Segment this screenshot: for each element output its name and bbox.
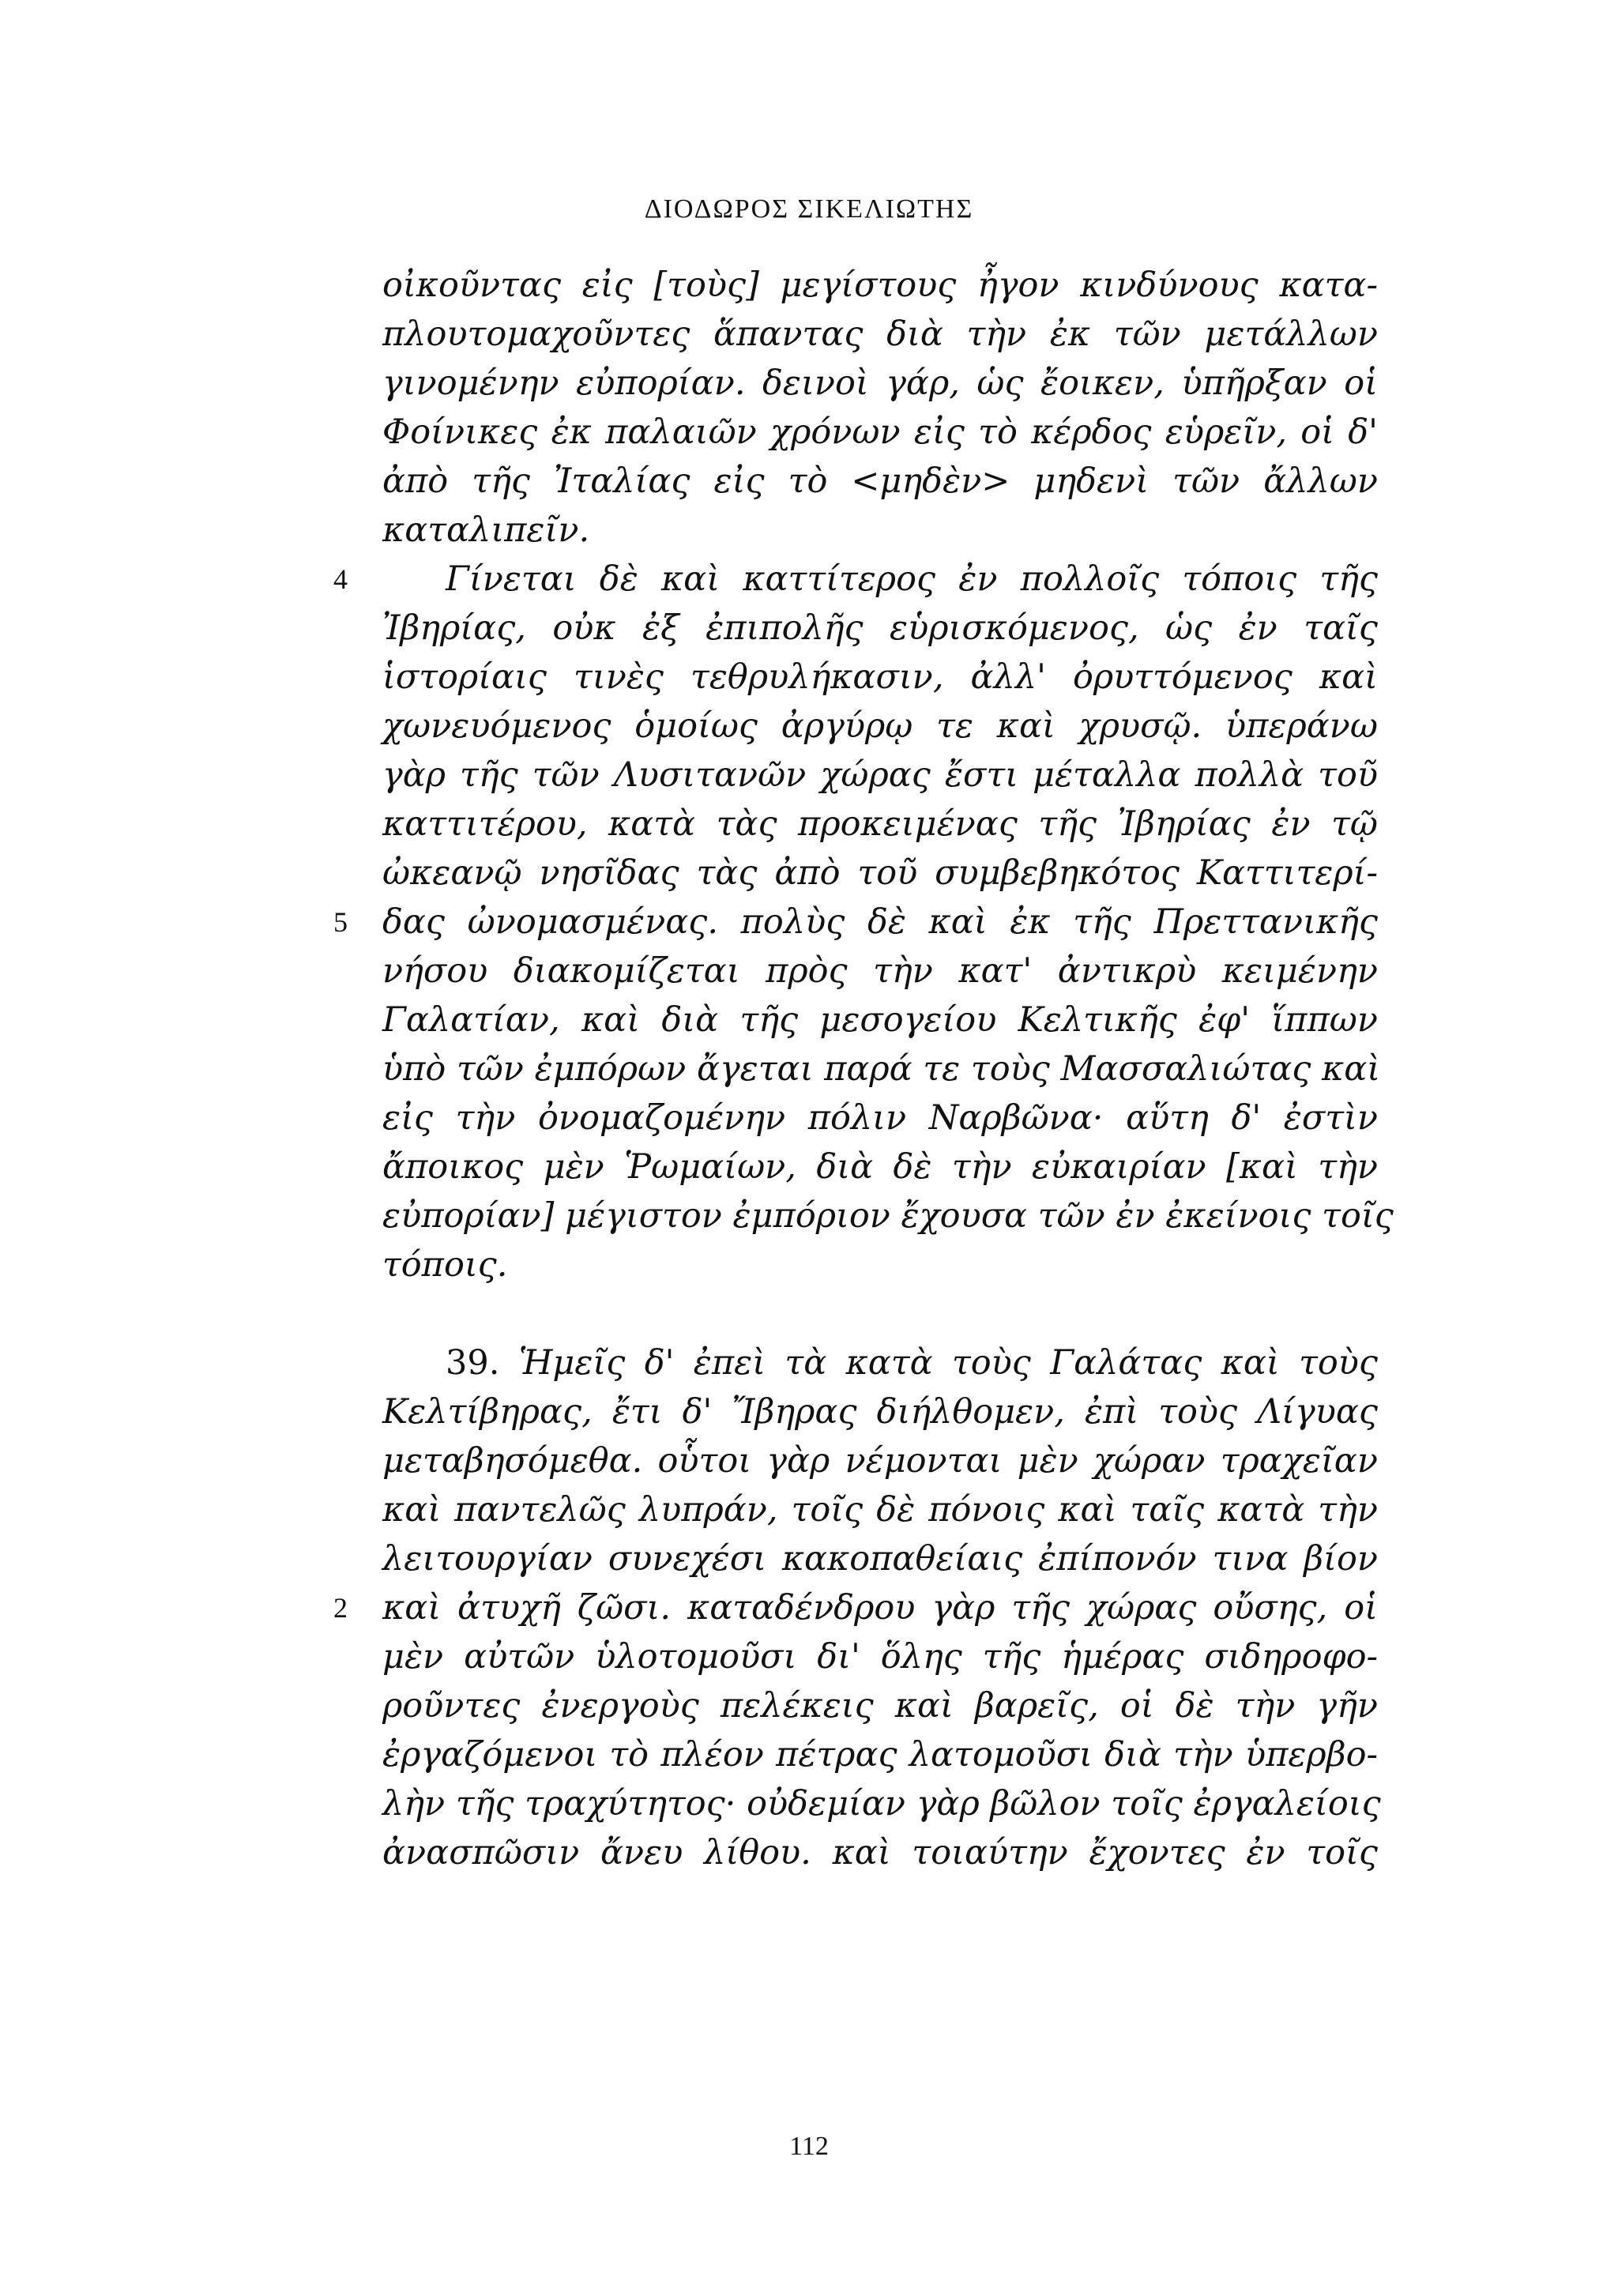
- text-line: ἄποικος μὲν Ῥωμαίων, διὰ δὲ τὴν εὐκαιρίαν [καὶ τὴν: [382, 1147, 1378, 1187]
- text-line: καὶ παντελῶς λυπράν, τοῖς δὲ πόνοις καὶ ταῖς κατὰ τὴν: [382, 1490, 1378, 1530]
- text-line: λὴν τῆς τραχύτητος· οὐδεμίαν γὰρ βῶλον τοῖς ἐργαλείοις: [382, 1784, 1381, 1824]
- text-line: Κελτίβηρας, ἔτι δ' Ἴβηρας διήλθομεν, ἐπὶ τοὺς Λίγυας: [382, 1392, 1378, 1432]
- text-line: εἰς τὴν ὀνομαζομένην πόλιν Ναρβῶνα· αὕτη δ' ἐστὶν: [382, 1098, 1378, 1138]
- text-line: [333, 1583, 1378, 1632]
- text-line: [333, 555, 1378, 604]
- text-line: γινομένην εὐπορίαν. δεινοὶ γάρ, ὡς ἔοικεν, ὑπῆρξαν οἱ: [382, 363, 1378, 403]
- text-line: ἀνασπῶσιν ἄνευ λίθου. καὶ τοιαύτην ἔχοντες ἐν τοῖς: [382, 1833, 1378, 1873]
- page-number: 112: [789, 2132, 829, 2161]
- running-title: ΔΙΟΔΩΡΟΣ ΣΙΚΕΛΙΩΤΗΣ: [644, 194, 974, 224]
- text-line: λειτουργίαν συνεχέσι κακοπαθείαις ἐπίπονόν τινα βίον: [382, 1539, 1378, 1579]
- text-line: οἰκοῦντας εἰς [τοὺς] μεγίστους ἦγον κινδύνους κατα-: [382, 265, 1378, 305]
- text-line-content: δας ὠνομασμένας. πολὺς δὲ καὶ ἐκ τῆς Πρεττανικῆς: [382, 902, 1378, 942]
- text-line: καττιτέρου, κατὰ τὰς προκειμένας τῆς Ἰβηρίας ἐν τῷ: [382, 804, 1378, 844]
- text-line: ἐργαζόμενοι τὸ πλέον πέτρας λατομοῦσι διὰ τὴν ὑπερβο-: [382, 1735, 1378, 1775]
- text-line: γὰρ τῆς τῶν Λυσιτανῶν χώρας ἔστι μέταλλα πολλὰ τοῦ: [382, 755, 1378, 795]
- section-number: 2: [333, 1592, 348, 1624]
- text-line: μεταβησόμεθα. οὗτοι γὰρ νέμονται μὲν χώραν τραχεῖαν: [382, 1441, 1378, 1481]
- text-line: Γαλατίαν, καὶ διὰ τῆς μεσογείου Κελτικῆς ἐφ' ἵππων: [382, 1000, 1378, 1040]
- text-line: ἱστορίαις τινὲς τεθρυλήκασιν, ἀλλ' ὀρυττόμενος καὶ: [382, 657, 1378, 697]
- text-line: νήσου διακομίζεται πρὸς τὴν κατ' ἀντικρὺ κειμένην: [382, 951, 1378, 991]
- text-line: Φοίνικες ἐκ παλαιῶν χρόνων εἰς τὸ κέρδος εὑρεῖν, οἱ δ': [382, 412, 1378, 452]
- section-number: 5: [333, 906, 348, 938]
- text-line: [382, 1338, 1378, 1387]
- text-line: ὠκεανῷ νησῖδας τὰς ἀπὸ τοῦ συμβεβηκότος Καττιτερί-: [382, 853, 1378, 893]
- text-line: χωνευόμενος ὁμοίως ἀργύρῳ τε καὶ χρυσῷ. ὑπεράνω: [382, 706, 1378, 746]
- text-line: [333, 898, 1378, 947]
- text-line-content: Γίνεται δὲ καὶ καττίτερος ἐν πολλοῖς τόποις τῆς: [446, 559, 1378, 599]
- main-text: [333, 261, 1394, 1877]
- text-line: Ἰβηρίας, οὐκ ἐξ ἐπιπολῆς εὑρισκόμενος, ὡς ἐν ταῖς: [382, 608, 1378, 648]
- text-line: ὑπὸ τῶν ἐμπόρων ἄγεται παρά τε τοὺς Μασσαλιώτας καὶ: [382, 1049, 1381, 1089]
- text-line: ροῦντες ἐνεργοὺς πελέκεις καὶ βαρεῖς, οἱ δὲ τὴν γῆν: [382, 1686, 1378, 1726]
- text-line-content: καὶ ἀτυχῆ ζῶσι. καταδένδρου γὰρ τῆς χώρας οὔσης, οἱ: [382, 1588, 1378, 1628]
- section-number: 4: [333, 563, 348, 595]
- text-line: καταλιπεῖν.: [382, 510, 590, 550]
- text-line: εὐπορίαν] μέγιστον ἐμπόριον ἔχουσα τῶν ἐν ἐκείνοις τοῖς: [382, 1196, 1394, 1236]
- text-line: ἀπὸ τῆς Ἰταλίας εἰς τὸ <μηδὲν> μηδενὶ τῶν ἄλλων: [382, 461, 1378, 501]
- text-line-content: Ἡμεῖς δ' ἐπεὶ τὰ κατὰ τοὺς Γαλάτας καὶ τοὺς: [518, 1343, 1379, 1383]
- paragraph-gap: [382, 1289, 1378, 1338]
- chapter-number: 39.: [446, 1343, 500, 1383]
- text-line: πλουτομαχοῦντες ἅπαντας διὰ τὴν ἐκ τῶν μετάλλων: [382, 314, 1378, 354]
- text-line: τόποις.: [382, 1245, 508, 1285]
- text-line: μὲν αὐτῶν ὑλοτομοῦσι δι' ὅλης τῆς ἡμέρας σιδηροφο-: [382, 1637, 1378, 1677]
